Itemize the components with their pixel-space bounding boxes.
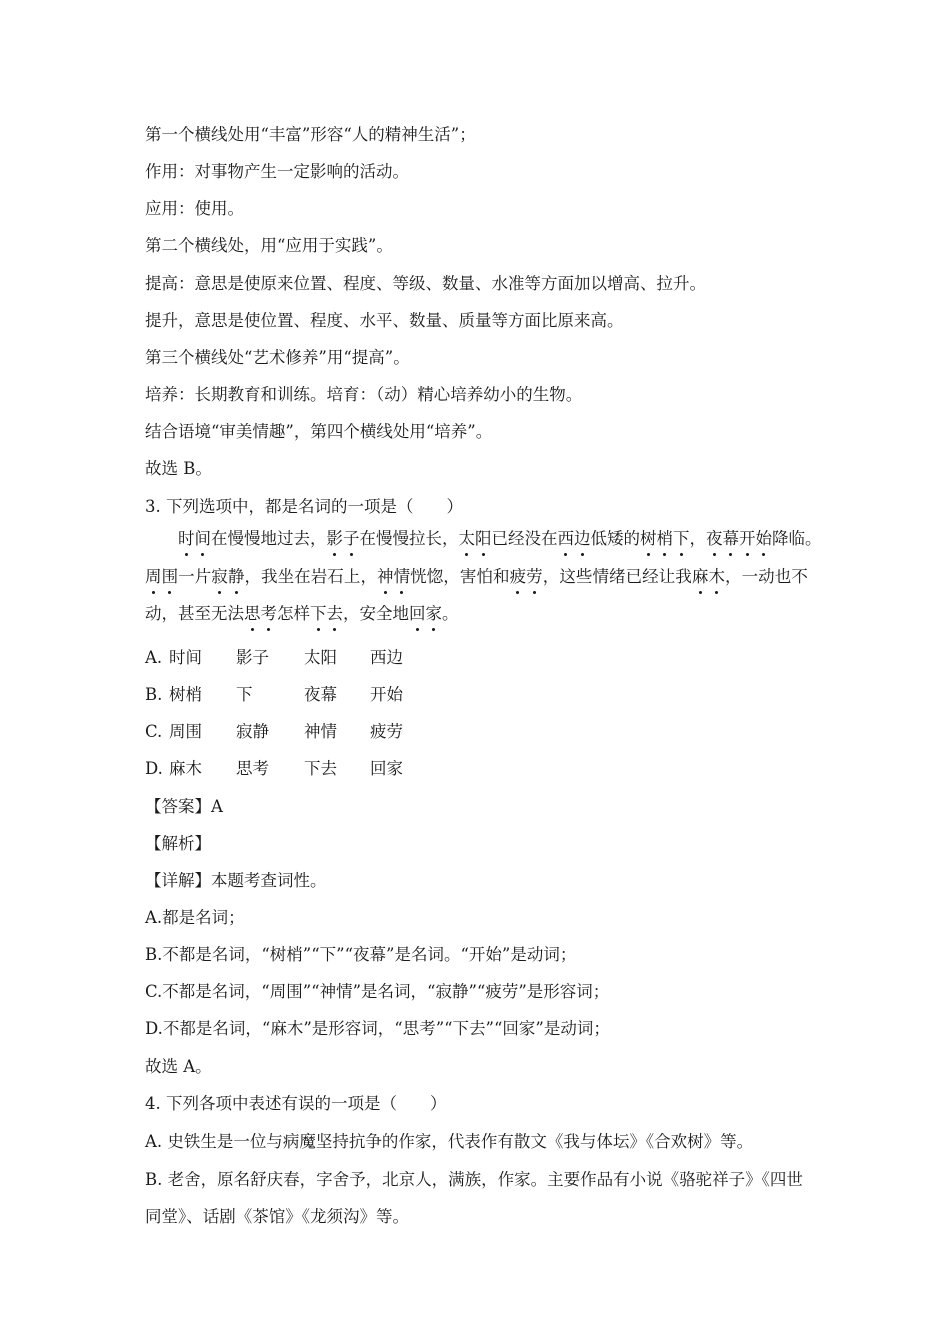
emphasized-char: 去 xyxy=(326,604,343,623)
text-line: 第三个横线处“艺术修养”用“提高”。 xyxy=(145,348,410,367)
option-word: 神情 xyxy=(304,722,337,741)
emphasized-char: 间 xyxy=(194,529,211,548)
emphasized-char: 下 xyxy=(310,604,327,623)
option-letter: C. xyxy=(145,722,163,741)
emphasized-char: 西 xyxy=(557,529,574,548)
emphasized-char: 神 xyxy=(377,567,394,586)
passage-line xyxy=(145,528,822,550)
passage-text: 降临。 xyxy=(772,529,822,548)
text-line: 应用：使用。 xyxy=(145,199,244,218)
question-3: 3. 下列选项中，都是名词的一项是（ ） xyxy=(145,497,463,516)
passage-text: 已经没在 xyxy=(491,529,558,548)
emphasized-char: 回 xyxy=(409,604,426,623)
passage-text: ，我坐在岩石上， xyxy=(244,567,378,586)
detail-explanation: 【详解】本题考查词性。 xyxy=(145,871,327,890)
emphasized-char: 边 xyxy=(574,529,591,548)
emphasized-char: 家 xyxy=(425,604,442,623)
answer: 【答案】A xyxy=(145,797,223,816)
passage-text: 低矮的 xyxy=(590,529,640,548)
emphasized-char: 下 xyxy=(673,529,690,548)
question-4: 4. 下列各项中表述有误的一项是（ ） xyxy=(145,1094,447,1113)
emphasized-char: 寂 xyxy=(211,567,228,586)
option-word: 夜幕 xyxy=(304,685,337,704)
emphasized-char: 静 xyxy=(227,567,245,586)
conclusion: 故选 A。 xyxy=(145,1057,212,1076)
passage-line xyxy=(145,566,808,588)
emphasized-char: 木 xyxy=(708,567,726,586)
text-line: 第二个横线处，用“应用于实践”。 xyxy=(145,236,393,255)
passage-text: 在慢慢拉长， xyxy=(359,529,459,548)
passage-text: 。 xyxy=(442,604,459,623)
option-word: 开始 xyxy=(370,685,403,704)
emphasized-char: 阳 xyxy=(475,529,492,548)
text-line: 结合语境“审美情趣”，第四个横线处用“培养”。 xyxy=(145,422,493,441)
option-word: 麻木 xyxy=(169,759,202,778)
passage-text: 一片 xyxy=(178,567,212,586)
emphasized-char: 考 xyxy=(260,604,277,623)
emphasized-char: 思 xyxy=(244,604,261,623)
explanation-line: D.不都是名词，“麻木”是形容词，“思考”“下去”“回家”是动词； xyxy=(145,1019,610,1038)
option-word: 西边 xyxy=(370,648,403,667)
option-letter: B. xyxy=(145,685,163,704)
emphasized-char: 开 xyxy=(739,529,756,548)
option-word: 回家 xyxy=(370,759,403,778)
explanation-line: C.不都是名词，“周围”“神情”是名词，“寂静”“疲劳”是形容词； xyxy=(145,982,610,1001)
option-word: 周围 xyxy=(169,722,202,741)
option-word: 疲劳 xyxy=(370,722,403,741)
option-a: A. 史铁生是一位与病魔坚持抗争的作家，代表作有散文《我与体坛》《合欢树》等。 xyxy=(145,1132,754,1151)
option-letter: A. xyxy=(145,648,163,667)
text-line: 故选 B。 xyxy=(145,459,212,478)
option-word: 下去 xyxy=(304,759,337,778)
text-line: 提升，意思是使位置、程度、水平、数量、质量等方面比原来高。 xyxy=(145,311,624,330)
option-word: 下 xyxy=(236,685,253,704)
emphasized-char: 情 xyxy=(393,567,411,586)
option-word: 影子 xyxy=(236,648,269,667)
option-letter: D. xyxy=(145,759,163,778)
passage-text: 在慢慢地过去， xyxy=(211,529,327,548)
option-word: 太阳 xyxy=(304,648,337,667)
text-line: 提高：意思是使原来位置、程度、等级、数量、水准等方面加以增高、拉升。 xyxy=(145,274,706,293)
text-line: 作用：对事物产生一定影响的活动。 xyxy=(145,162,409,181)
emphasized-char: 树 xyxy=(640,529,657,548)
emphasized-char: 子 xyxy=(343,529,360,548)
emphasized-char: 疲 xyxy=(509,567,527,586)
passage-text: 恍惚，害怕和 xyxy=(410,567,510,586)
emphasized-char: 梢 xyxy=(656,529,673,548)
passage-text xyxy=(145,529,178,548)
option-word: 时间 xyxy=(169,648,202,667)
passage-text: ，这些情绪已经让我 xyxy=(542,567,692,586)
text-line: 培养：长期教育和训练。培育：（动）精心培养幼小的生物。 xyxy=(145,385,583,404)
passage-text: ， xyxy=(689,529,706,548)
explanation-line: B.不都是名词，“树梢”“下”“夜幕”是名词。“开始”是动词； xyxy=(145,945,577,964)
passage-text: ，安全地 xyxy=(343,604,409,623)
passage-text: ，一动也不 xyxy=(725,567,808,586)
emphasized-char: 太 xyxy=(458,529,475,548)
analysis-header: 【解析】 xyxy=(145,834,211,853)
emphasized-char: 劳 xyxy=(526,567,543,586)
option-b: B. 老舍，原名舒庆春，字舍予，北京人，满族，作家。主要作品有小说《骆驼祥子》《四世 xyxy=(145,1170,803,1189)
option-b-continued: 同堂》、话剧《茶馆》《龙须沟》等。 xyxy=(145,1207,409,1226)
emphasized-char: 周 xyxy=(145,567,162,586)
emphasized-char: 麻 xyxy=(691,567,709,586)
text-line: 第一个横线处用“丰富”形容“人的精神生活”； xyxy=(145,125,476,144)
emphasized-char: 时 xyxy=(178,529,195,548)
option-word: 寂静 xyxy=(236,722,269,741)
emphasized-char: 幕 xyxy=(722,529,739,548)
emphasized-char: 影 xyxy=(326,529,343,548)
passage-line xyxy=(145,603,459,625)
emphasized-char: 围 xyxy=(161,567,179,586)
passage-text: 动，甚至无法 xyxy=(145,604,244,623)
emphasized-char: 始 xyxy=(755,529,772,548)
option-word: 树梢 xyxy=(169,685,202,704)
emphasized-char: 夜 xyxy=(706,529,723,548)
explanation-line: A.都是名词； xyxy=(145,908,245,927)
option-word: 思考 xyxy=(236,759,269,778)
passage-text: 怎样 xyxy=(277,604,310,623)
